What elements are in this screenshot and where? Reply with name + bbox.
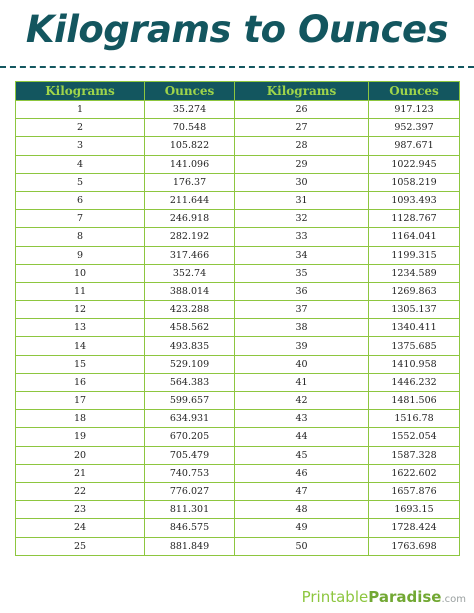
cell-kg2: 30 xyxy=(235,173,369,191)
dashed-divider xyxy=(0,66,474,68)
cell-kg1: 8 xyxy=(16,228,145,246)
cell-oz2: 1693.15 xyxy=(369,501,460,519)
cell-kg2: 49 xyxy=(235,519,369,537)
cell-kg1: 1 xyxy=(16,101,145,119)
logo-part-com: .com xyxy=(441,594,466,605)
cell-oz2: 1340.411 xyxy=(369,319,460,337)
cell-kg2: 50 xyxy=(235,537,369,555)
cell-oz1: 740.753 xyxy=(145,464,235,482)
cell-oz1: 564.383 xyxy=(145,373,235,391)
cell-oz2: 1410.958 xyxy=(369,355,460,373)
table-row xyxy=(16,301,460,319)
cell-kg1: 14 xyxy=(16,337,145,355)
cell-kg2: 44 xyxy=(235,428,369,446)
table-row xyxy=(16,319,460,337)
conversion-table xyxy=(15,81,460,556)
cell-oz1: 388.014 xyxy=(145,282,235,300)
table-row xyxy=(16,373,460,391)
cell-oz2: 1234.589 xyxy=(369,264,460,282)
table-row xyxy=(16,282,460,300)
logo-part-paradise: Paradise xyxy=(368,588,442,606)
cell-oz1: 246.918 xyxy=(145,210,235,228)
cell-kg2: 26 xyxy=(235,101,369,119)
cell-oz1: 634.931 xyxy=(145,410,235,428)
table-row xyxy=(16,210,460,228)
cell-oz1: 670.205 xyxy=(145,428,235,446)
cell-oz2: 1622.602 xyxy=(369,464,460,482)
cell-kg2: 34 xyxy=(235,246,369,264)
cell-oz1: 70.548 xyxy=(145,119,235,137)
table-row xyxy=(16,119,460,137)
cell-oz1: 811.301 xyxy=(145,501,235,519)
table-row xyxy=(16,228,460,246)
cell-kg2: 45 xyxy=(235,446,369,464)
cell-kg1: 4 xyxy=(16,155,145,173)
cell-oz2: 1093.493 xyxy=(369,191,460,209)
cell-kg2: 31 xyxy=(235,191,369,209)
cell-oz1: 211.644 xyxy=(145,191,235,209)
table-row xyxy=(16,337,460,355)
cell-oz1: 317.466 xyxy=(145,246,235,264)
cell-oz2: 1199.315 xyxy=(369,246,460,264)
table-row xyxy=(16,464,460,482)
cell-oz1: 105.822 xyxy=(145,137,235,155)
cell-oz1: 141.096 xyxy=(145,155,235,173)
cell-kg1: 9 xyxy=(16,246,145,264)
table-row xyxy=(16,428,460,446)
cell-oz1: 776.027 xyxy=(145,482,235,500)
cell-kg2: 40 xyxy=(235,355,369,373)
cell-kg2: 41 xyxy=(235,373,369,391)
header-kilograms-right: Kilograms xyxy=(235,82,369,101)
cell-oz1: 458.562 xyxy=(145,319,235,337)
cell-oz1: 881.849 xyxy=(145,537,235,555)
cell-kg2: 27 xyxy=(235,119,369,137)
cell-oz1: 599.657 xyxy=(145,392,235,410)
table-row xyxy=(16,246,460,264)
cell-oz1: 493.835 xyxy=(145,337,235,355)
cell-kg2: 35 xyxy=(235,264,369,282)
table-header-row xyxy=(16,82,460,101)
table-row xyxy=(16,537,460,555)
cell-kg2: 29 xyxy=(235,155,369,173)
cell-oz1: 705.479 xyxy=(145,446,235,464)
cell-oz2: 1657.876 xyxy=(369,482,460,500)
cell-oz1: 282.192 xyxy=(145,228,235,246)
cell-oz2: 1128.767 xyxy=(369,210,460,228)
header-ounces-right: Ounces xyxy=(369,82,460,101)
cell-kg2: 43 xyxy=(235,410,369,428)
cell-oz2: 1446.232 xyxy=(369,373,460,391)
cell-kg2: 42 xyxy=(235,392,369,410)
cell-kg2: 33 xyxy=(235,228,369,246)
cell-kg1: 21 xyxy=(16,464,145,482)
cell-kg1: 3 xyxy=(16,137,145,155)
cell-kg1: 10 xyxy=(16,264,145,282)
cell-kg1: 2 xyxy=(16,119,145,137)
table-row xyxy=(16,482,460,500)
cell-oz2: 1587.328 xyxy=(369,446,460,464)
cell-kg2: 47 xyxy=(235,482,369,500)
cell-oz2: 952.397 xyxy=(369,119,460,137)
cell-kg2: 37 xyxy=(235,301,369,319)
cell-kg2: 38 xyxy=(235,319,369,337)
cell-kg1: 13 xyxy=(16,319,145,337)
cell-oz2: 987.671 xyxy=(369,137,460,155)
cell-kg2: 28 xyxy=(235,137,369,155)
cell-kg1: 20 xyxy=(16,446,145,464)
table-row xyxy=(16,264,460,282)
cell-oz2: 1164.041 xyxy=(369,228,460,246)
cell-kg1: 17 xyxy=(16,392,145,410)
cell-oz2: 917.123 xyxy=(369,101,460,119)
cell-kg1: 16 xyxy=(16,373,145,391)
cell-oz2: 1728.424 xyxy=(369,519,460,537)
cell-kg1: 12 xyxy=(16,301,145,319)
cell-oz1: 846.575 xyxy=(145,519,235,537)
table-row xyxy=(16,501,460,519)
table-row xyxy=(16,101,460,119)
cell-kg1: 11 xyxy=(16,282,145,300)
cell-kg1: 7 xyxy=(16,210,145,228)
table-row xyxy=(16,446,460,464)
header-kilograms-left: Kilograms xyxy=(16,82,145,101)
table-row xyxy=(16,155,460,173)
cell-kg2: 32 xyxy=(235,210,369,228)
cell-kg1: 15 xyxy=(16,355,145,373)
cell-kg1: 5 xyxy=(16,173,145,191)
cell-oz2: 1058.219 xyxy=(369,173,460,191)
site-logo xyxy=(302,588,466,606)
header-ounces-left: Ounces xyxy=(145,82,235,101)
cell-oz2: 1481.506 xyxy=(369,392,460,410)
cell-oz1: 176.37 xyxy=(145,173,235,191)
cell-kg1: 24 xyxy=(16,519,145,537)
page-title: Kilograms to Ounces xyxy=(25,8,449,51)
cell-kg1: 19 xyxy=(16,428,145,446)
cell-oz2: 1763.698 xyxy=(369,537,460,555)
cell-oz2: 1516.78 xyxy=(369,410,460,428)
cell-oz2: 1022.945 xyxy=(369,155,460,173)
cell-oz2: 1375.685 xyxy=(369,337,460,355)
cell-oz1: 352.74 xyxy=(145,264,235,282)
logo-part-printable: Printable xyxy=(301,588,369,606)
cell-oz2: 1305.137 xyxy=(369,301,460,319)
cell-kg1: 18 xyxy=(16,410,145,428)
table-row xyxy=(16,173,460,191)
cell-kg2: 36 xyxy=(235,282,369,300)
cell-oz2: 1552.054 xyxy=(369,428,460,446)
cell-kg2: 48 xyxy=(235,501,369,519)
table-row xyxy=(16,191,460,209)
table-row xyxy=(16,519,460,537)
cell-kg1: 6 xyxy=(16,191,145,209)
cell-kg2: 46 xyxy=(235,464,369,482)
table-row xyxy=(16,355,460,373)
table-row xyxy=(16,410,460,428)
table-body xyxy=(16,101,460,556)
table-row xyxy=(16,392,460,410)
cell-oz2: 1269.863 xyxy=(369,282,460,300)
cell-oz1: 423.288 xyxy=(145,301,235,319)
cell-kg1: 22 xyxy=(16,482,145,500)
cell-kg1: 25 xyxy=(16,537,145,555)
cell-kg2: 39 xyxy=(235,337,369,355)
cell-oz1: 35.274 xyxy=(145,101,235,119)
cell-kg1: 23 xyxy=(16,501,145,519)
table-row xyxy=(16,137,460,155)
cell-oz1: 529.109 xyxy=(145,355,235,373)
